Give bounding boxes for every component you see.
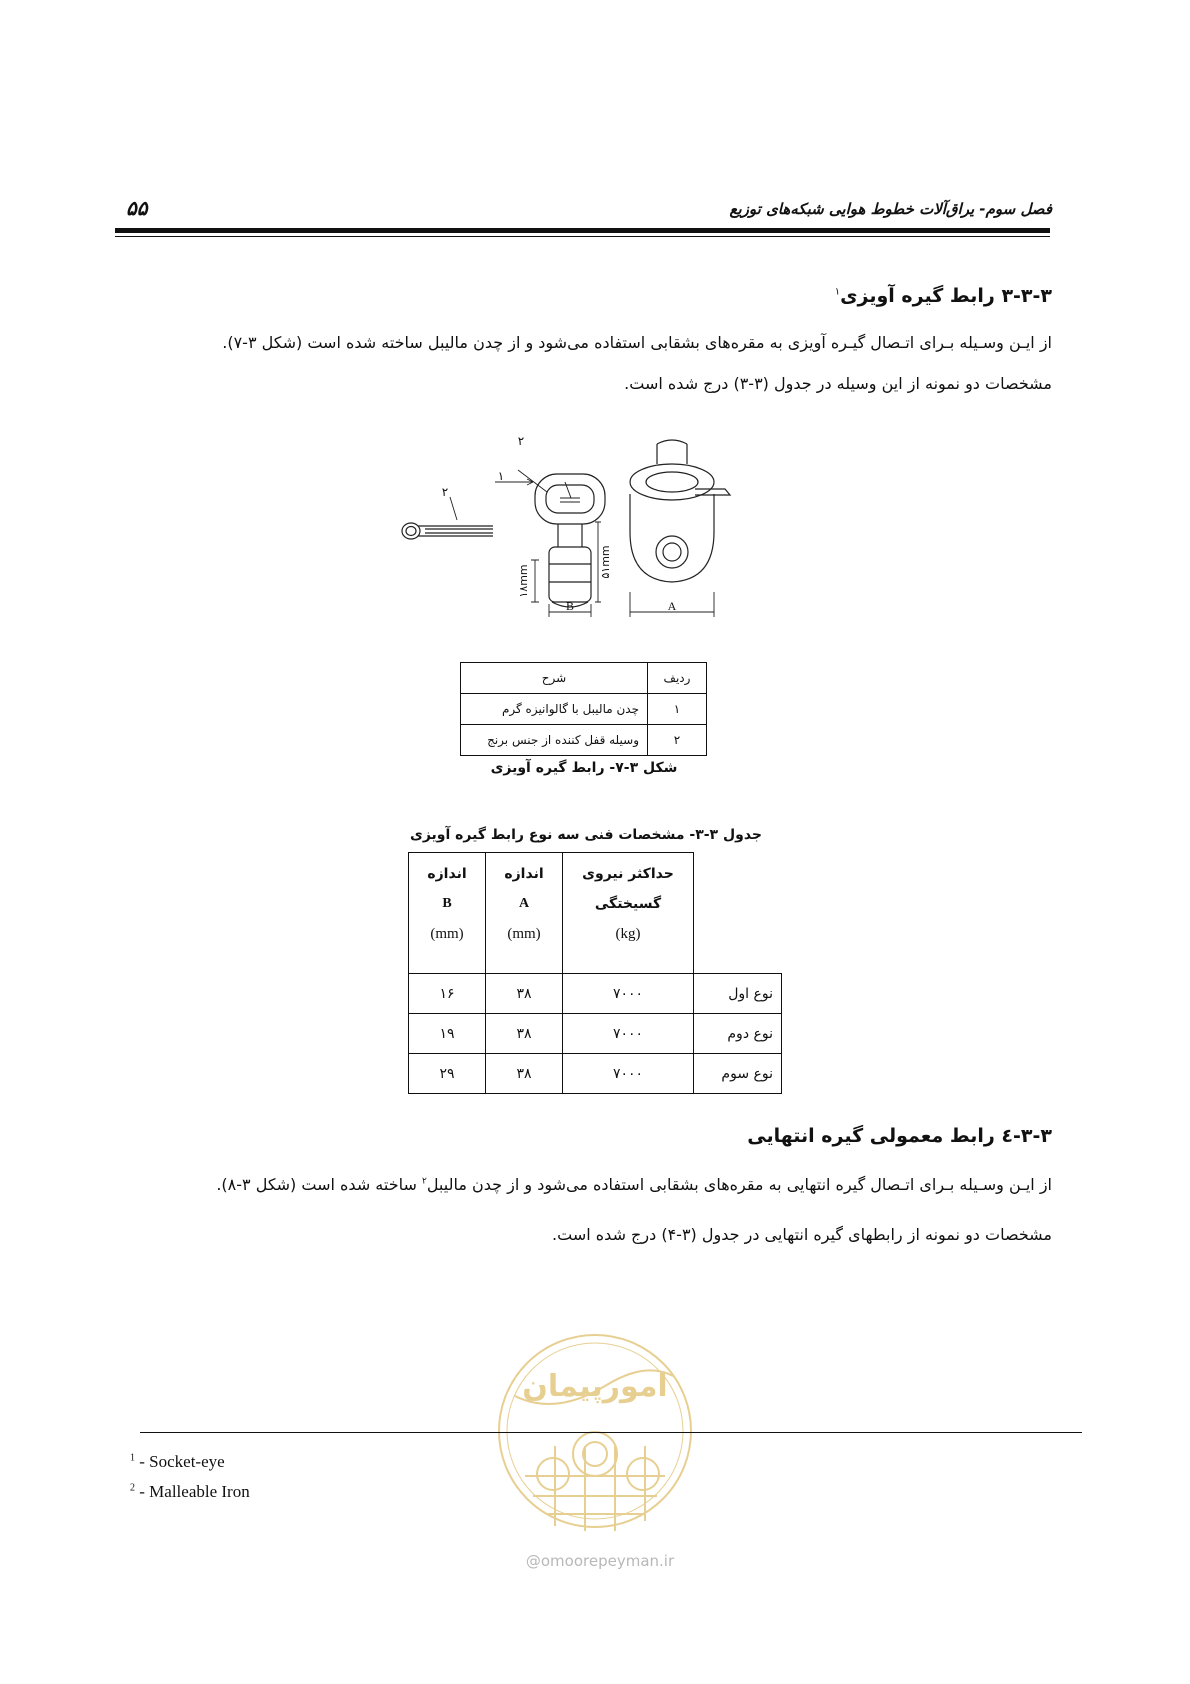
row-number: ۲	[648, 725, 707, 756]
paragraph-line: مشخصات دو نمونه از این وسیله در جدول (۳-۳) درج شده است.	[624, 374, 1052, 393]
row-a-value: ۳۸	[486, 974, 563, 1014]
footnote-rule	[140, 1432, 1082, 1433]
paragraph-text: از ایـن وسـیله بـرای اتـصال گیره انتهایی به مقره‌های بشقابی استفاده می‌شود و از چدن مالیبل	[426, 1175, 1052, 1194]
footnote-text: - Malleable Iron	[135, 1482, 250, 1501]
table-row	[461, 694, 707, 725]
row-force-value: ۷۰۰۰	[563, 1054, 694, 1094]
header-force-unit: (kg)	[615, 926, 641, 942]
table-row	[409, 974, 782, 1014]
table-row	[409, 1054, 782, 1094]
dim-a-label: A	[667, 599, 677, 613]
row-description: وسیله قفل کننده از جنس برنج	[461, 725, 648, 756]
watermark-url: @omoorepeyman.ir	[525, 1552, 675, 1570]
row-force-value: ۷۰۰۰	[563, 1014, 694, 1054]
row-number: ۱	[648, 694, 707, 725]
header-rule-thick	[115, 228, 1050, 233]
header-a-line1: اندازه	[504, 866, 544, 882]
row-a-value: ۳۸	[486, 1014, 563, 1054]
header-force-line2: گسیختگی	[594, 896, 662, 912]
table-row	[461, 725, 707, 756]
row-type-name: نوع اول	[694, 974, 782, 1014]
row-b-value: ۱۹	[409, 1014, 486, 1054]
header-a-unit: (mm)	[507, 926, 541, 942]
label-part-2-top: ۲	[517, 434, 525, 448]
footnote-number: 2	[130, 1482, 135, 1494]
footnote-2	[130, 1482, 250, 1502]
paragraph-line	[216, 1175, 1052, 1194]
label-part-1: ۱	[497, 469, 505, 483]
row-b-value: ۱۶	[409, 974, 486, 1014]
section-heading-text: ۳-۳-۳ رابط گیره آویزی	[840, 285, 1052, 307]
footnote-text: - Socket-eye	[135, 1452, 225, 1471]
cotter-pin	[402, 523, 493, 539]
header-rule-thin	[115, 236, 1050, 237]
running-header-title: فصل سوم- یراق‌آلات خطوط هوایی شبکه‌های توزیع	[729, 200, 1052, 218]
header-a-letter: A	[518, 896, 530, 911]
footnote-ref-1: ۱	[834, 286, 841, 298]
paragraph-line: از ایـن وسـیله بـرای اتـصال گیـره آویزی به مقره‌های بشقابی استفاده می‌شود و از چدن مالیبل ساخته شده است (شکل ۳-۷).	[222, 333, 1052, 352]
header-b-letter: B	[442, 896, 452, 911]
header-size-a	[486, 853, 563, 974]
paragraph-line: مشخصات دو نمونه از رابطهای گیره انتهایی در جدول (۳-۴) درج شده است.	[552, 1225, 1052, 1244]
dim-b-label: B	[565, 599, 575, 613]
header-max-breaking-force	[563, 853, 694, 974]
row-b-value: ۲۹	[409, 1054, 486, 1094]
row-type-name: نوع دوم	[694, 1014, 782, 1054]
socket-eye-drawing	[395, 432, 755, 622]
watermark-logo-text: امورپیمان	[522, 1369, 668, 1404]
header-row-number: ردیف	[648, 663, 707, 694]
header-description: شرح	[461, 663, 648, 694]
footnote-ref-2: ۲	[421, 1176, 427, 1187]
header-b-line1: اندازه	[427, 866, 467, 882]
dim-18mm-label: ۱۸mm	[517, 564, 530, 598]
watermark-logo	[495, 1316, 695, 1546]
specs-table	[408, 852, 782, 1094]
figure-caption: شکل ۳-۷- رابط گیره آویزی	[490, 760, 678, 776]
dim-51mm-label: ۵۱mm	[599, 545, 612, 579]
section-heading-socket-eye	[835, 285, 1052, 307]
label-part-2-pin: ۲	[441, 485, 449, 499]
figure-legend-table	[460, 662, 707, 756]
row-type-name: نوع سوم	[694, 1054, 782, 1094]
page-number: ۵۵	[126, 196, 148, 220]
side-view	[535, 474, 605, 607]
header-size-b	[409, 853, 486, 974]
paragraph-text: ساخته شده است (شکل ۳-۸).	[216, 1175, 422, 1194]
table-header-row	[409, 853, 782, 974]
table-header-row	[461, 663, 707, 694]
row-a-value: ۳۸	[486, 1054, 563, 1094]
header-force-line1: حداکثر نیروی	[582, 866, 674, 882]
table-caption: جدول ۳-۳- مشخصات فنی سه نوع رابط گیره آویزی	[409, 827, 762, 843]
section-heading-end-clamp: ۳-۳-٤ رابط معمولی گیره انتهایی	[747, 1125, 1052, 1147]
front-view	[630, 440, 730, 582]
header-empty-cell	[694, 853, 782, 974]
footnote-number: 1	[130, 1452, 135, 1464]
header-b-unit: (mm)	[430, 926, 464, 942]
table-row	[409, 1014, 782, 1054]
footnote-1	[130, 1452, 225, 1472]
row-description: چدن مالیبل با گالوانیزه گرم	[461, 694, 648, 725]
row-force-value: ۷۰۰۰	[563, 974, 694, 1014]
